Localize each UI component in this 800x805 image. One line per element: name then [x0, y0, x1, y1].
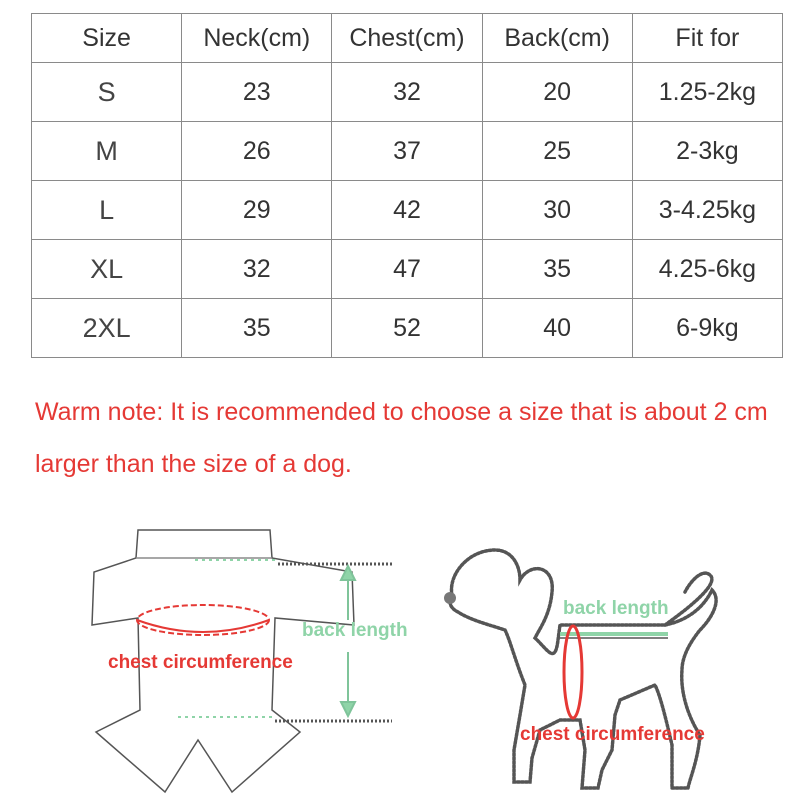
- cell-fit-for: 2-3kg: [632, 122, 782, 181]
- cell-back: 35: [482, 240, 632, 299]
- cell-fit-for: 6-9kg: [632, 299, 782, 358]
- cell-fit-for: 3-4.25kg: [632, 181, 782, 240]
- header-back: Back(cm): [482, 14, 632, 63]
- cell-size: L: [32, 181, 182, 240]
- table-row: [32, 240, 783, 299]
- cell-size: 2XL: [32, 299, 182, 358]
- cell-chest: 47: [332, 240, 482, 299]
- table-row: [32, 181, 783, 240]
- dog-chest-ring: [564, 626, 582, 718]
- measurement-diagram: [0, 520, 800, 800]
- header-neck: Neck(cm): [182, 14, 332, 63]
- cell-fit-for: 1.25-2kg: [632, 63, 782, 122]
- cell-chest: 37: [332, 122, 482, 181]
- dog-chest-label: chest circumference: [520, 724, 705, 745]
- back-length-arrow-down: [341, 652, 355, 716]
- cell-chest: 52: [332, 299, 482, 358]
- cell-back: 25: [482, 122, 632, 181]
- table-row: [32, 299, 783, 358]
- cell-back: 20: [482, 63, 632, 122]
- cell-size: XL: [32, 240, 182, 299]
- cell-neck: 23: [182, 63, 332, 122]
- cell-size: S: [32, 63, 182, 122]
- cell-neck: 29: [182, 181, 332, 240]
- table-row: [32, 63, 783, 122]
- garment-chest-label: chest circumference: [108, 652, 293, 673]
- cell-chest: 32: [332, 63, 482, 122]
- garment-back-length-label: back length: [302, 620, 408, 641]
- warm-note: Warm note: It is recommended to choose a size that is about 2 cm larger than the size of a dog.: [35, 398, 768, 478]
- cell-fit-for: 4.25-6kg: [632, 240, 782, 299]
- cell-size: M: [32, 122, 182, 181]
- cell-neck: 35: [182, 299, 332, 358]
- table-header-row: [32, 14, 783, 63]
- dog-back-length-label: back length: [563, 598, 669, 619]
- cell-neck: 26: [182, 122, 332, 181]
- cell-back: 40: [482, 299, 632, 358]
- cell-chest: 42: [332, 181, 482, 240]
- dog-nose-icon: [444, 592, 456, 604]
- table-row: [32, 122, 783, 181]
- header-fit-for: Fit for: [632, 14, 782, 63]
- size-chart-table: [31, 13, 783, 358]
- header-size: Size: [32, 14, 182, 63]
- cell-back: 30: [482, 181, 632, 240]
- cell-neck: 32: [182, 240, 332, 299]
- header-chest: Chest(cm): [332, 14, 482, 63]
